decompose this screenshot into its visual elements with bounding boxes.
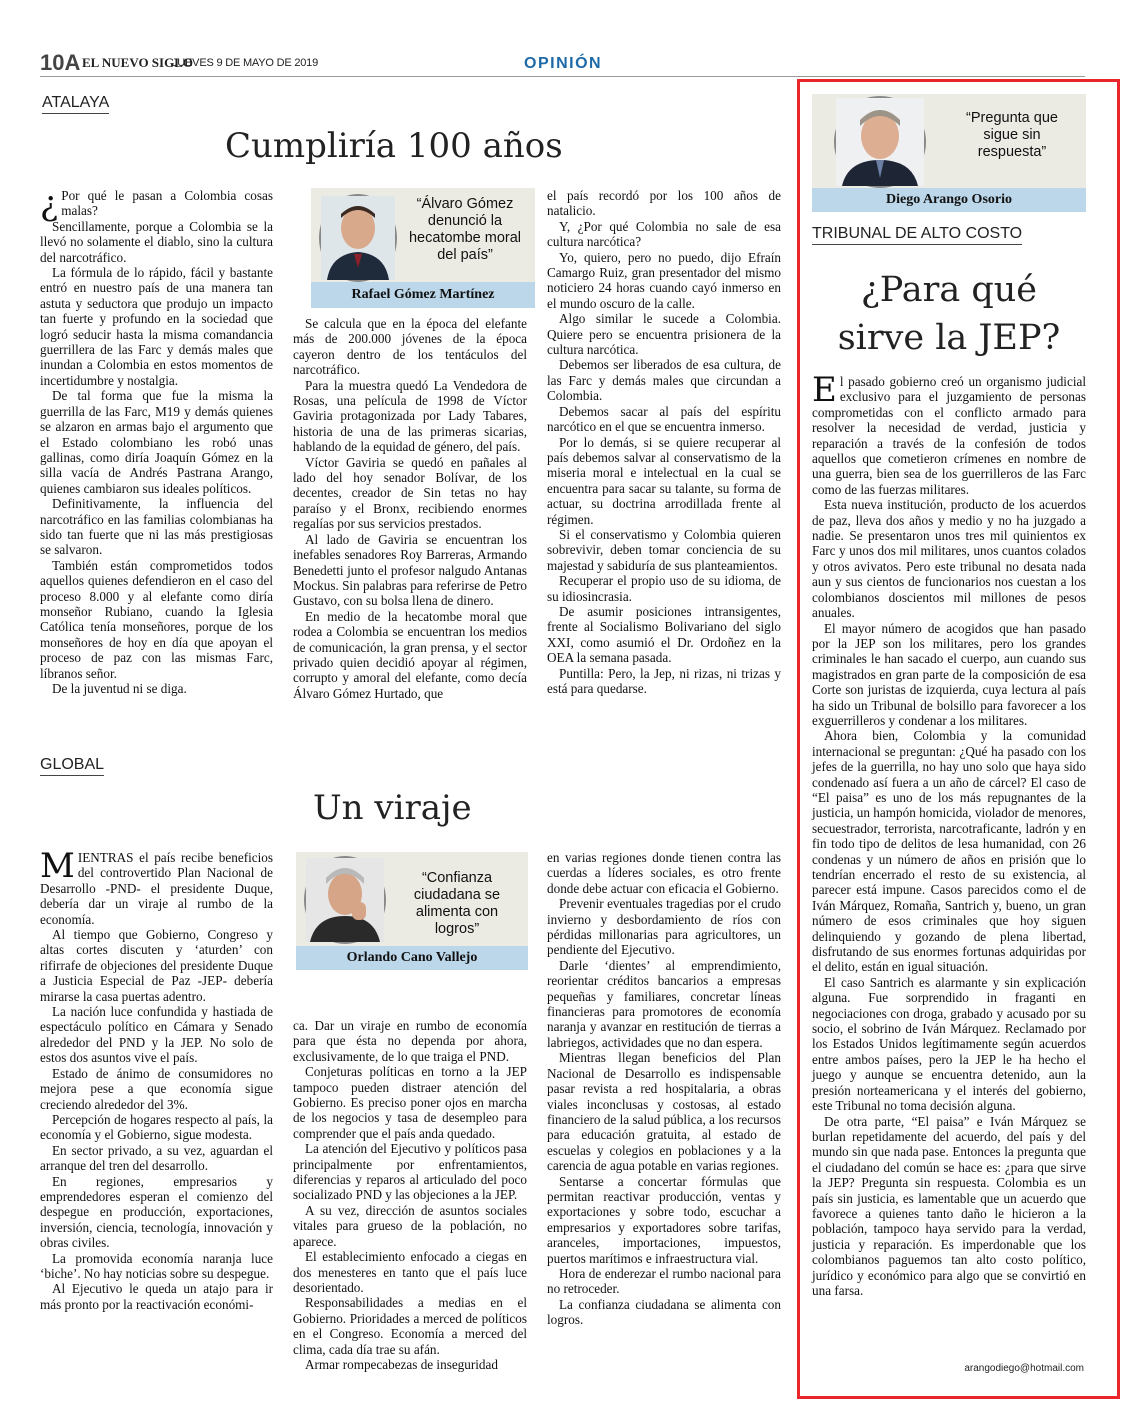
article3-headline [812,266,1086,362]
article3-headline-line1: ¿Para qué [861,270,1037,310]
article3-kicker: TRIBUNAL DE ALTO COSTO [812,225,1022,245]
article3-column: El pasado gobierno creó un organismo judicial exclusivo para el juzgamiento de personas comprometidas con el conflicto armado para resolver la necesidad de verdad, justicia y reparación a través de la confesión de todos aquellos que cometieron crímenes en nombre de una guerra, bien sea de los guerrilleros de las Farc como de las fuerzas militares. Esta nueva institución, producto de los acuerdos de paz, lleva dos años y medio y no ha juzgado a nadie. Se presentaron unos tres mil quinientos ex Farc y unos dos mil militares, unos cuantos colados y otros avivatos. Pero este tribunal no desata nada aun y sus cientos de funcionarios nos cuestan a los colombianos doscientos mil millones de pesos anuales. El mayor número de acogidos que han pasado por la JEP son los militares, pero los grandes criminales le han sacado el cuerpo, aun cuando sus magistrados en gran parte de la composición de esa Corte son juristas de izquierda, cuya lectura al país ha sido un Tribunal de bolsillo para favorecer a los exguerrilleros y condenar a los militares. Ahora bien, Colombia y la comunidad internacional se preguntan: ¿Qué ha pasado con los jefes de la guerrilla, no hay uno solo que haya sido condenado así fuera a un año de cárcel? El caso de “El paisa” es uno de los más repugnantes de la justicia, un hampón homicida, violador de menores, secuestrador, terrorista, narcotraficante, ladrón y en fin todo tipo de delitos de lesa humanidad, con 26 condenas y un número de años en prisión que lo tendrían encerrado el resto de su existencia, al parecer está impune. Casos parecidos como el de Iván Márquez, Romaña, Santrich y, bueno, un gran número de esos criminales que hoy siguen delinquiendo y gozando de plena libertad, disfrutando de sus enormes fortunas adquiridas por el delito, están en igual situación. El caso Santrich es alarmante y sin explicación alguna. Fue sorprendido in fraganti en negociaciones con droga, grabado y acusado por su socio, el sobrino de Iván Márquez. Reclamado por los Estados Unidos legítimamente según acuerdos entre ambos países, pero la JEP le ha hecho el juego y aunque se encuentra detenido, aun la presión norteamericana y el interés del gobierno, este Tribunal no toma decisión alguna. De otra parte, “El paisa” e Iván Márquez se burlan repetidamente del acuerdo, del país y del mundo sin que nada pase. Entonces la pregunta que el ciudadano del común se hace es: ¿para que sirve la JEP? Pregunta sin respuesta. Colombia es un país sin justicia, es lamentable que un acuerdo que favorece a quienes tanto daño le hicieron a la población, tampoco haya servido para la verdad, justicia y reparación. Es imperdonable que los colombianos paguemos tan alto costo político, jurídico y económico para algo que se convirtió en una farsa. [812,370,1086,1298]
publication-name: EL NUEVO SIGLO [82,55,193,70]
article2-author-name: Orlando Cano Vallejo [296,946,528,970]
author-portrait-rafael [319,194,397,282]
section-title: OPINIÓN [524,55,603,72]
publication-date: JUEVES 9 DE MAYO DE 2019 [172,57,318,69]
drop-cap: M [40,846,75,886]
drop-cap: E [812,370,837,410]
article3-author-box [812,94,1086,212]
article2-headline: Un viraje [313,788,472,828]
author-portrait-orlando [304,856,386,944]
author-portrait-diego [834,96,926,188]
article1-column-1: ¿ Por qué le pasan a Colombia cosas malas? Sencillamente, porque a Colombia se la llevó no solamente el diablo, sino la cultura del narcotráfico. La fórmula de lo rápido, fácil y bastante entró en nuestro país de una manera tan astuta y seductora que produjo un impacto tan fuerte y profundo en la sociedad que logró seducir hasta la misma comandancia guerrillera de las Farc y demás males que inundan a Colombia en estos momentos de incertidumbre y nostalgia. De tal forma que fue la misma la guerrilla de las Farc, M19 y demás quienes se alzaron en armas bajo el argumento que el Estado colombiano les robó unas gallinas, como diría Joaquín Gómez en la silla vacía de Andrés Pastrana Arango, quienes cambiaron sus ideales políticos. Definitivamente, la influencia del narcotráfico en las familias colombianas ha sido tan fuerte que ni las más prestigiosas se salvaron. También están comprometidos todos aquellos quienes defendieron en el caso del proceso 8.000 y al elefante como diría monseñor Rubiano, cuando la Iglesia Católica tenía monseñores, porque de los monseñores de hoy en día que apoyan el proceso de paz con las mismas Farc, líbranos señor. De la juventud ni se diga. [40,184,273,696]
article2-column-3: en varias regiones donde tienen contra las cuerdas a líderes sociales, es otro frente donde debe actuar con eficacia el Gobierno. Prevenir eventuales tragedias por el crudo invierno y desbordamiento de ríos con pérdidas millonarias para agricultores, un pendiente del Ejecutivo. Darle ‘dientes’ al emprendimiento, reorientar créditos bancarios a empresas pequeñas y familiares, concretar líneas financieras para promotores de economía naranja y avanzar en restitución de tierras a labriegos, actividades que no dan espera. Mientras llegan beneficios del Plan Nacional de Desarrollo es indispensable pasar revista a red hospitalaria, a obras viales inconclusas y costosas, al estado financiero de la salud pública, a los recursos para educación gratuita, al estado de escuelas y colegios en poblaciones y a la carencia de agua potable en varias regiones. Sentarse a concertar fórmulas que permitan reactivar producción, ventas y exportaciones y sobre todo, escuchar a empresarios y exportadores sobre tarifas, aranceles, importaciones, impuestos, puertos marítimos e infraestructura vial. Hora de enderezar el rumbo nacional para no retroceder. La confianza ciudadana se alimenta con logros. [547,850,781,1328]
header-rule [40,76,1085,77]
article1-pullquote: “Álvaro Gómez denunció la hecatombe moral del país” [408,196,522,263]
article3-headline-line2: sirve la JEP? [837,318,1061,358]
article1-kicker: ATALAYA [42,94,109,114]
article2-kicker: GLOBAL [40,756,104,776]
article3-pullquote: “Pregunta que sigue sin respuesta” [966,110,1058,160]
article1-author-name: Rafael Gómez Martínez [311,282,535,308]
article1-headline: Cumpliría 100 años [225,126,563,166]
article1-column-3: el país recordó por los 100 años de natalicio. Y, ¿Por qué Colombia no sale de esa cultura narcótica? Yo, quiero, pero no puedo, dijo Efraín Camargo Ruiz, gran presentador del mismo noticiero 24 horas cuando cayó inmerso en el mundo oscuro de la calle. Algo similar le sucede a Colombia. Quiere pero se encuentra prisionera de la cultura narcótica. Debemos ser liberados de esa cultura, de las Farc y demás males que circundan a Colombia. Debemos sacar al país del espíritu narcótico en el que se encuentra inmerso. Por lo demás, si se quiere recuperar al país debemos salvar al conservatismo de la miseria moral e intelectual en la cual se encuentra para sacar su talante, su forma de actuar, su doctrina arrodillada frente al régimen. Si el conservatismo y Colombia quieren sobrevivir, deben tomar conciencia de su majestad y sabiduría de sus planteamientos. Recuperar el propio uso de su idioma, de su idiosincrasia. De asumir posiciones intransigentes, frente al Socialismo Bolivariano del siglo XXI, como asumió el Dr. Ordoñez en la OEA la semana pasada. Puntilla: Pero, la Jep, ni rizas, ni trizas y está para quedarse. [547,188,781,696]
author-email: arangodiego@hotmail.com [964,1363,1084,1374]
article1-author-box [311,188,535,308]
article2-author-box [296,852,528,970]
article1-column-2: Se calcula que en la época del elefante más de 200.000 jóvenes de la época cayeron dentro de los tentáculos del narcotráfico. Para la muestra quedó La Vendedora de Rosas, una película de 1998 de Víctor Gaviria protagonizada por Lady Tabares, historia de una de las primeras sicarias, hablando de la equidad de género, del país. Víctor Gaviria se quedó en pañales al lado del hoy senador Bolívar, de los decentes, creador de Sin tetas no hay paraíso y el Bronx, recibiendo enormes regalías por sus servicios prestados. Al lado de Gaviria se encuentran los inefables senadores Roy Barreras, Armando Benedetti junto el profesor nalgudo Antanas Mockus. Sin palabras para referirse de Petro Gustavo, con su bolsa llena de dinero. En medio de la hecatombe moral que rodea a Colombia se encuentran los medios de comunicación, la gran prensa, y el sector privado quien decidió apoyar al régimen, corrupto y amoral del elefante, como decía Álvaro Gómez Hurtado, que [293,316,527,701]
article2-column-2: ca. Dar un viraje en rumbo de economía para que ésta no dependa por ahora, exclusivamente, de lo que traiga el PND. Conjeturas políticas en torno a la JEP tampoco pueden distraer atención del Gobierno. Es preciso poner ojos en marcha de los negocios y tasa de desempleo para comprender que el país anda quedado. La atención del Ejecutivo y políticos pasa principalmente por enfrentamientos, diferencias y reparos al articulado del poco socializado PND y las objeciones a la JEP. A su vez, dirección de asuntos sociales vitales para grueso de la población, no aparece. El establecimiento enfocado a ciegas en dos menesteres en tanto que el país luce desorientado. Responsabilidades a medias en el Gobierno. Prioridades a merced de políticos en el Congreso. Economía a merced del clima, cada día trae su afán. Armar rompecabezas de inseguridad [293,1018,527,1372]
article2-pullquote: “Confianza ciudadana se alimenta con logros” [413,870,501,937]
page-number: 10A [40,50,81,75]
drop-cap: ¿ [40,184,59,224]
article3-author-name: Diego Arango Osorio [812,188,1086,212]
article2-column-1: MIENTRAS el país recibe beneficios del controvertido Plan Nacional de Desarrollo -PND- el presidente Duque, debería dar un viraje al rumbo de la economía. Al tiempo que Gobierno, Congreso y altas cortes discuten y ‘aturden’ con rifirrafe de objeciones del presidente Duque a Justicia Especial de Paz -JEP- debería mirarse la casa puertas adentro. La nación luce confundida y hastiada de espectáculo político en Cámara y Senado alrededor del PND y la JEP. No solo de estos dos asuntos vive el país. Estado de ánimo de consumidores no mejora pese a que economía sigue creciendo alrededor del 3%. Percepción de hogares respecto al país, la economía y el Gobierno, sigue modesta. En sector privado, a su vez, aguardan el arranque del tren del desarrollo. En regiones, empresarios y emprendedores esperan el comienzo del despegue en producción, exportaciones, inversión, ciencia, tecnología, innovación y obras civiles. La promovida economía naranja luce ‘biche’. No hay noticias sobre su despegue. Al Ejecutivo le queda un atajo para ir más pronto por la reactivación económi- [40,846,273,1312]
